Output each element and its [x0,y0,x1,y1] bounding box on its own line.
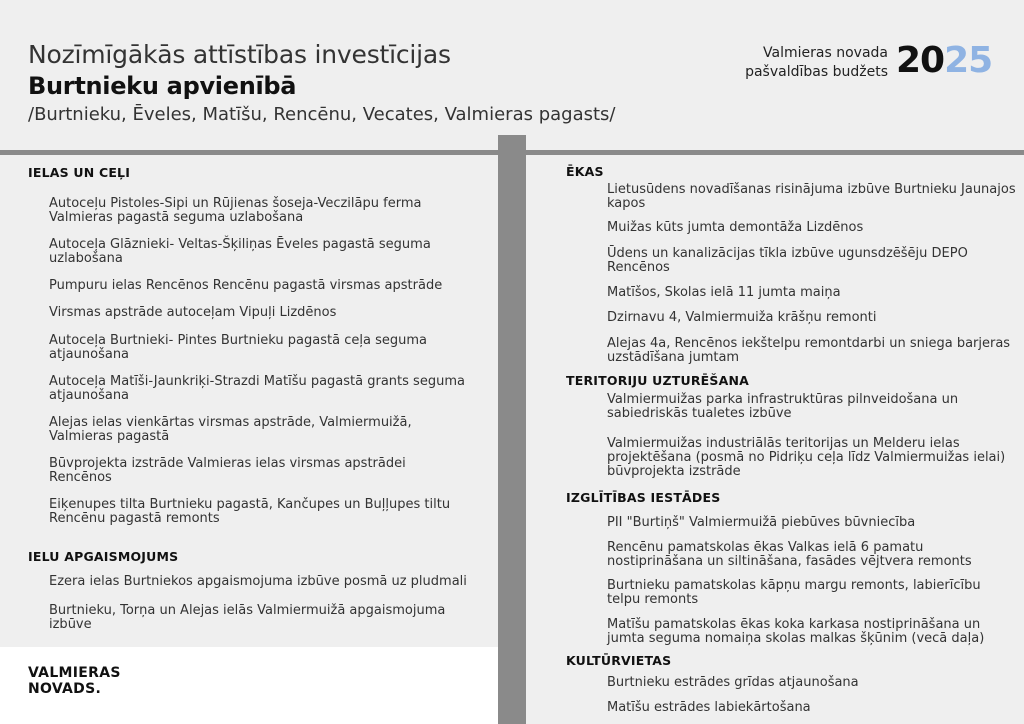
year-part-dark: 20 [896,40,945,81]
page-header [0,0,1024,150]
list-item: PII "Burtiņš" Valmiermuižā piebūves būvniecība [607,515,916,530]
parish-list: /Burtnieku, Ēveles, Matīšu, Rencēnu, Vecates, Valmieras pagasts/ [28,104,616,125]
list-item: Valmiermuižas industriālās teritorijas un Melderu ielas projektēšana (posmā no Pidriķu ceļa līdz Valmiermuižas ielai) būvprojekta izstrāde [607,436,1006,479]
budget-label [745,44,888,82]
list-item: Valmiermuižas parka infrastruktūras pilnveidošana un sabiedriskās tualetes izbūve [607,392,959,421]
section-title-roads: IELAS UN CEĻI [28,165,131,180]
logo-line1: VALMIERAS [28,665,121,681]
list-item: Burtnieku pamatskolas kāpņu margu remonts, labierīcību telpu remonts [607,578,981,607]
list-item: Autoceļa Glāznieki- Veltas-Šķiliņas Ēveles pagastā seguma uzlabošana [49,237,431,266]
list-item: Muižas kūts jumta demontāža Lizdēnos [607,220,864,235]
logo-line2: NOVADS. [28,681,102,697]
list-item: Pumpuru ielas Rencēnos Rencēnu pagastā virsmas apstrāde [49,278,443,293]
list-item: Autoceļa Matīši-Jaunkriķi-Strazdi Matīšu pagastā grants seguma atjaunošana [49,374,465,403]
list-item: Virsmas apstrāde autoceļam Vipuļi Lizdēnos [49,305,337,320]
list-item: Burtnieku, Torņa un Alejas ielās Valmiermuižā apgaismojuma izbūve [49,603,446,632]
list-item: Ezera ielas Burtniekos apgaismojuma izbūve posmā uz pludmali [49,574,467,589]
budget-year [896,40,992,81]
right-column [526,155,1024,724]
section-title-lighting: IELU APGAISMOJUMS [28,549,179,564]
budget-label-line2: pašvaldības budžets [745,64,888,80]
section-title-education: IZGLĪTĪBAS IESTĀDES [566,490,721,505]
list-item: Dzirnavu 4, Valmiermuiža krāšņu remonti [607,310,877,325]
section-title-buildings: ĒKAS [566,164,604,179]
list-item: Autoceļu Pistoles-Sipi un Rūjienas šoseja-Veczilāpu ferma Valmieras pagastā seguma uzlabošana [49,196,422,225]
page-title: Nozīmīgākās attīstības investīcijas [28,40,451,69]
list-item: Matīšos, Skolas ielā 11 jumta maiņa [607,285,841,300]
list-item: Alejas ielas vienkārtas virsmas apstrāde, Valmiermuižā, Valmieras pagastā [49,415,412,444]
valmieras-novads-logo [28,665,121,697]
list-item: Ūdens un kanalizācijas tīkla izbūve ugunsdzēšēju DEPO Rencēnos [607,246,968,275]
list-item: Eiķenupes tilta Burtnieku pagastā, Kančupes un Buļļupes tiltu Rencēnu pagastā remonts [49,497,451,526]
column-divider [498,135,526,724]
year-part-blue: 25 [944,40,993,81]
budget-label-line1: Valmieras novada [763,45,888,61]
left-column [0,155,498,647]
list-item: Alejas 4a, Rencēnos iekštelpu remontdarbi un sniega barjeras uzstādīšana jumtam [607,336,1011,365]
list-item: Lietusūdens novadīšanas risinājuma izbūve Burtnieku Jaunajos kapos [607,182,1016,211]
list-item: Matīšu pamatskolas ēkas koka karkasa nostiprināšana un jumta seguma nomaiņa skolas malkas šķūnim (vecā daļa) [607,617,985,646]
section-title-culture: KULTŪRVIETAS [566,653,672,668]
list-item: Būvprojekta izstrāde Valmieras ielas virsmas apstrādei Rencēnos [49,456,406,485]
list-item: Burtnieku estrādes grīdas atjaunošana [607,675,859,690]
section-title-territory: TERITORIJU UZTURĒŠANA [566,373,749,388]
list-item: Matīšu estrādes labiekārtošana [607,700,811,715]
list-item: Autoceļa Burtnieki- Pintes Burtnieku pagastā ceļa seguma atjaunošana [49,333,427,362]
page-subtitle: Burtnieku apvienībā [28,72,297,100]
list-item: Rencēnu pamatskolas ēkas Valkas ielā 6 pamatu nostiprināšana un siltināšana, fasādes vējtvera remonts [607,540,972,569]
